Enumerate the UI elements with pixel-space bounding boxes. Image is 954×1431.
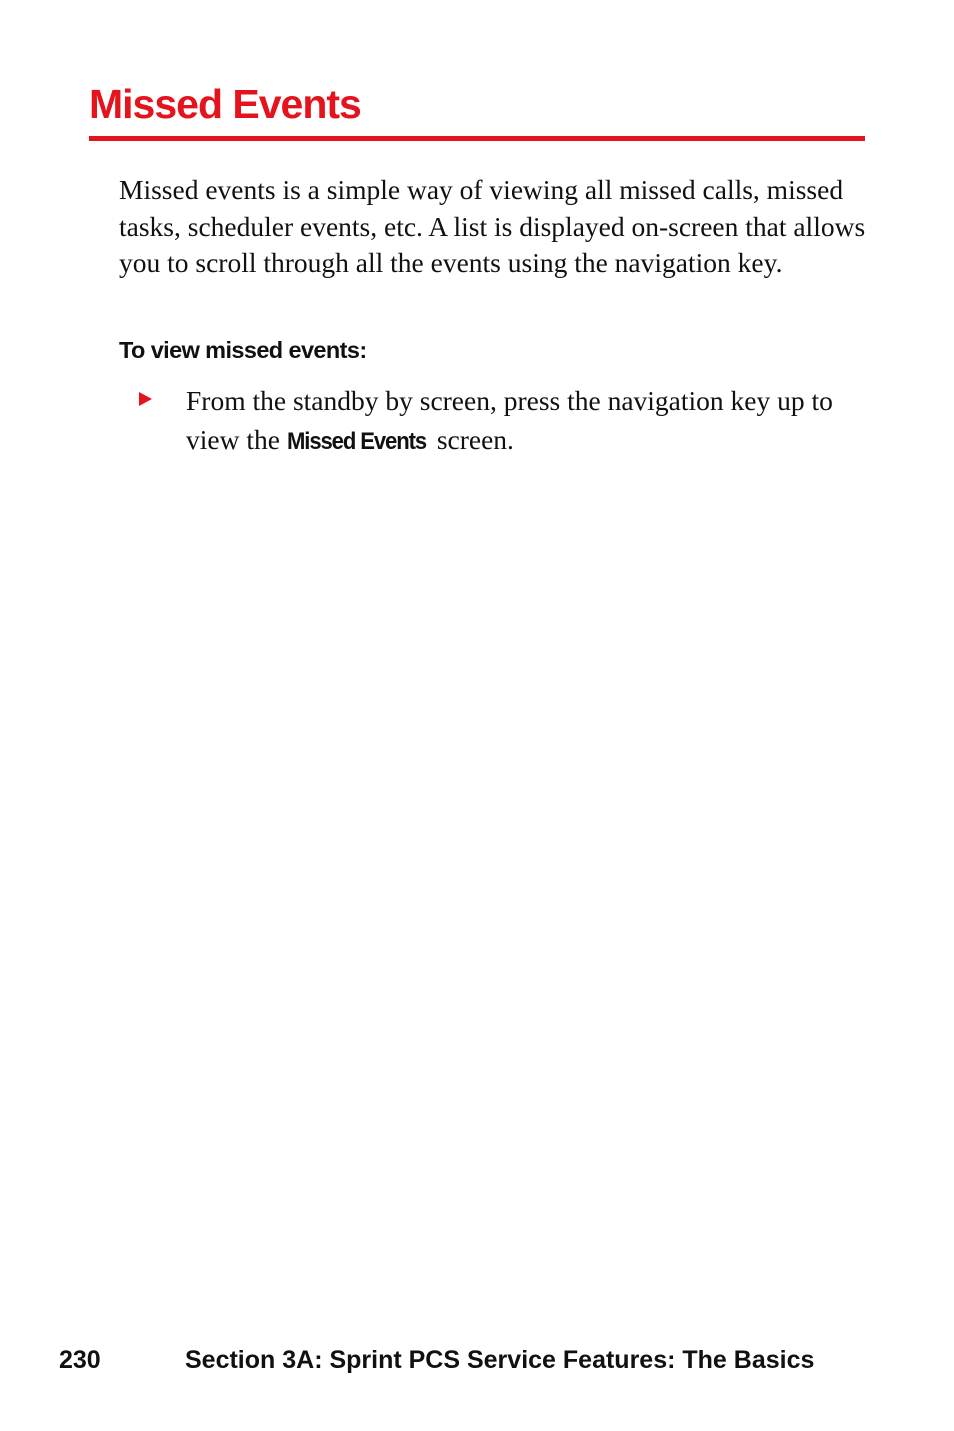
- page-title: Missed Events: [89, 81, 361, 127]
- step-text-before: From the standby by screen, press the navigation key up to view the: [186, 385, 833, 455]
- step-text: [186, 382, 864, 461]
- step-text-after: screen.: [429, 423, 514, 455]
- procedure-step: [119, 382, 864, 461]
- section-label: Section 3A: Sprint PCS Service Features: The Basics: [185, 1346, 815, 1374]
- page-number: 230: [59, 1346, 101, 1374]
- procedure-heading: To view missed events:: [119, 337, 367, 363]
- ui-term-missed-events: Missed Events: [286, 427, 426, 455]
- red-triangle-bullet-icon: [139, 392, 152, 406]
- title-divider: [89, 136, 865, 141]
- intro-paragraph: Missed events is a simple way of viewing all missed calls, missed tasks, scheduler events, etc. A list is displayed on-screen that allows you to scroll through all the events using the navigation key.: [119, 174, 866, 278]
